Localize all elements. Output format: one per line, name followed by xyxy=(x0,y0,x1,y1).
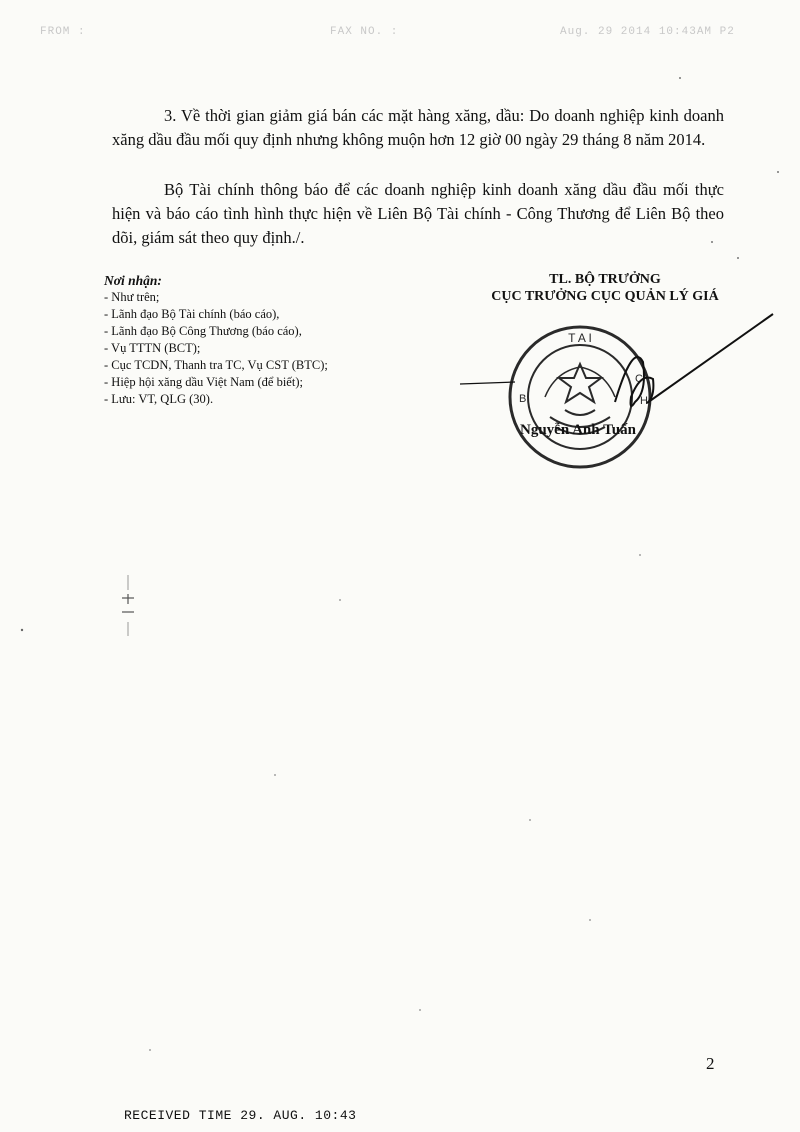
recipient-item: - Hiệp hội xăng dầu Việt Nam (để biết); xyxy=(104,375,303,389)
svg-text:T A I: T A I xyxy=(568,331,592,345)
page-number: 2 xyxy=(706,1054,715,1073)
svg-text:B: B xyxy=(519,393,527,405)
margin-marks-icon xyxy=(118,570,138,640)
received-time-stamp: RECEIVED TIME 29. AUG. 10:43 xyxy=(124,1108,357,1123)
paragraph-time-reduction: 3. Về thời gian giảm giá bán các mặt hàng xăng, dầu: Do doanh nghiệp kinh doanh xăng dầu đầu mối quy định nhưng không muộn hơn 12 giờ 00 ngày 29 tháng 8 năm 2014. xyxy=(112,106,724,149)
recipient-item: - Lãnh đạo Bộ Công Thương (báo cáo), xyxy=(104,324,302,338)
svg-text:H: H xyxy=(640,395,648,407)
signature-title-line1: TL. BỘ TRƯỞNG xyxy=(549,272,661,287)
recipients-block xyxy=(104,272,434,408)
svg-text:C: C xyxy=(635,373,643,385)
fax-date: Aug. 29 2014 10:43AM P2 xyxy=(560,26,735,38)
recipient-item: - Vụ TTTN (BCT); xyxy=(104,341,201,355)
recipient-item: - Như trên; xyxy=(104,290,160,304)
fax-header xyxy=(40,26,780,40)
recipient-item: - Cục TCDN, Thanh tra TC, Vụ CST (BTC); xyxy=(104,358,328,372)
signature-block xyxy=(455,272,775,472)
signer-name: Nguyễn Anh Tuấn xyxy=(520,422,636,438)
recipient-item: - Lãnh đạo Bộ Tài chính (báo cáo), xyxy=(104,307,280,321)
signature-title-line2: CỤC TRƯỞNG CỤC QUẢN LÝ GIÁ xyxy=(491,289,719,304)
fax-number: FAX NO. : xyxy=(330,26,399,38)
fax-from: FROM : xyxy=(40,26,86,38)
paragraph-notification: Bộ Tài chính thông báo để các doanh nghiệp kinh doanh xăng dầu đầu mối thực hiện và báo cáo tình hình thực hiện về Liên Bộ Tài chính - Công Thương để Liên Bộ theo dõi, giám sát theo quy định./. xyxy=(112,180,724,247)
recipient-item: - Lưu: VT, QLG (30). xyxy=(104,392,214,406)
recipients-title: Nơi nhận: xyxy=(104,273,162,288)
